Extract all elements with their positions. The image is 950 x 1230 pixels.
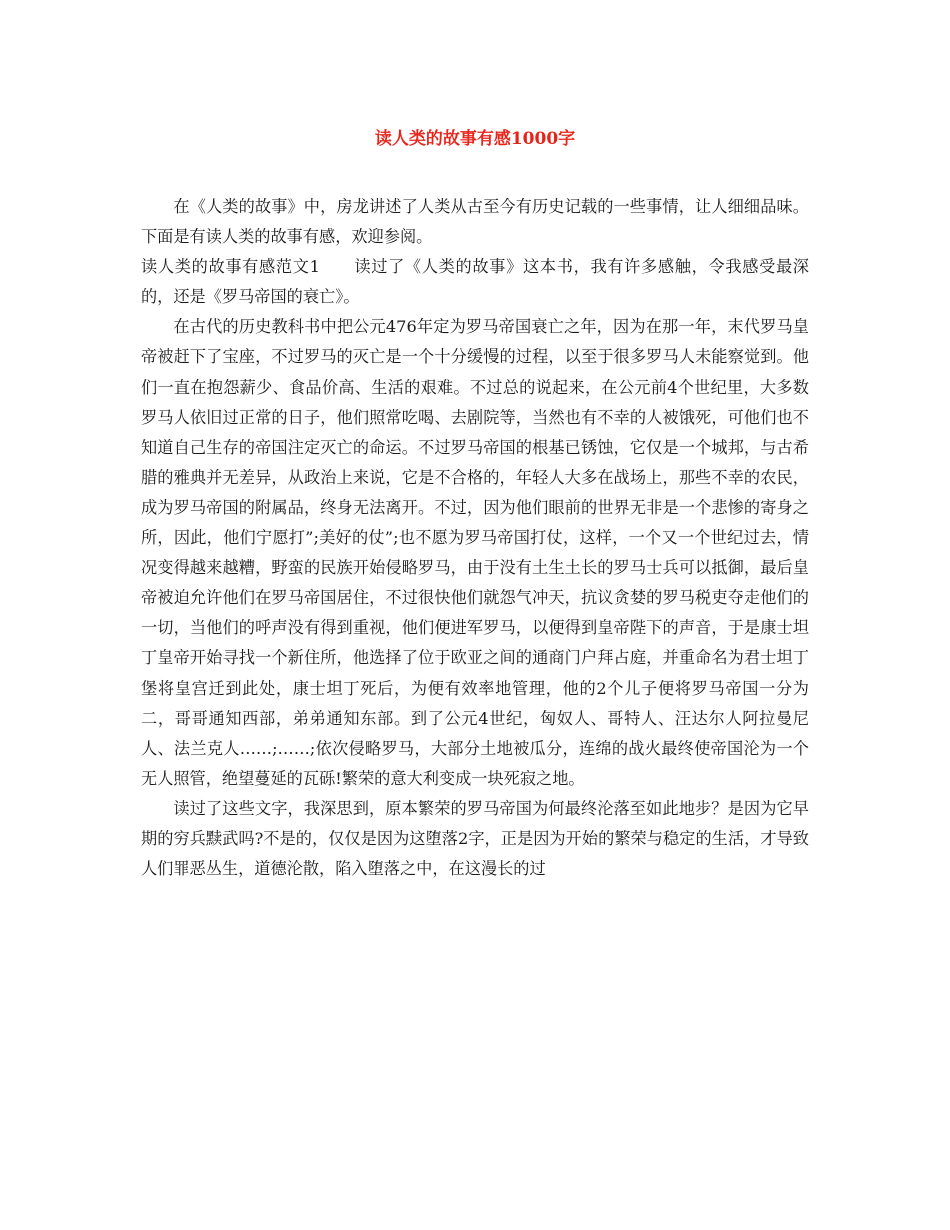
paragraph-sample-heading: 读人类的故事有感范文1 读过了《人类的故事》这本书，我有许多感触，令我感受最深的，还是《罗马帝国的衰亡》。 [141, 257, 809, 307]
paragraph-intro: 在《人类的故事》中，房龙讲述了人类从古至今有历史记载的一些事情，让人细细品味。下面是有读人类的故事有感，欢迎参阅。 [141, 197, 809, 247]
paragraph-reflection: 读过了这些文字，我深思到，原本繁荣的罗马帝国为何最终沦落至如此地步？是因为它早期的穷兵黩武吗?不是的，仅仅是因为这堕落2字，正是因为开始的繁荣与稳定的生活，才导致人们罪恶丛生，道德沦散，陷入堕落之中，在这漫长的过 [141, 798, 809, 879]
paragraph-rome-history: 在古代的历史教科书中把公元476年定为罗马帝国衰亡之年，因为在那一年，末代罗马皇帝被赶下了宝座，不过罗马的灭亡是一个十分缓慢的过程，以至于很多罗马人未能察觉到。他们一直在抱怨薪少、食品价高、生活的艰难。不过总的说起来，在公元前4个世纪里，大多数罗马人依旧过正常的日子，他们照常吃喝、去剧院等，当然也有不幸的人被饿死，可他们也不知道自己生存的帝国注定灭亡的命运。不过罗马帝国的根基已锈蚀，它仅是一个城邦，与古希腊的雅典并无差异，从政治上来说，它是不合格的，年轻人大多在战场上，那些不幸的农民，成为罗马帝国的附属品，终身无法离开。不过，因为他们眼前的世界无非是一个悲惨的寄身之所，因此，他们宁愿打”;美好的仗”;也不愿为罗马帝国打仗，这样，一个又一个世纪过去，情况变得越来越糟，野蛮的民族开始侵略罗马，由于没有土生土长的罗马士兵可以抵御，最后皇帝被迫允许他们在罗马帝国居住，不过很快他们就怨气冲天，抗议贪婪的罗马税吏夺走他们的一切，当他们的呼声没有得到重视，他们便进军罗马，以便得到皇帝陛下的声音，于是康士坦丁皇帝开始寻找一个新住所，他选择了位于欧亚之间的通商门户拜占庭，并重命名为君士坦丁堡将皇宫迁到此处，康士坦丁死后，为便有效率地管理，他的2个儿子便将罗马帝国一分为二，哥哥通知西部，弟弟通知东部。到了公元4世纪，匈奴人、哥特人、汪达尔人阿拉曼尼人、法兰克人……;……;依次侵略罗马，大部分土地被瓜分，连绵的战火最终使帝国沦为一个无人照管，绝望蔓延的瓦砾!繁荣的意大利变成一块死寂之地。 [141, 317, 809, 788]
document-title: 读人类的故事有感1000字 [374, 129, 576, 149]
document-body [141, 192, 809, 884]
